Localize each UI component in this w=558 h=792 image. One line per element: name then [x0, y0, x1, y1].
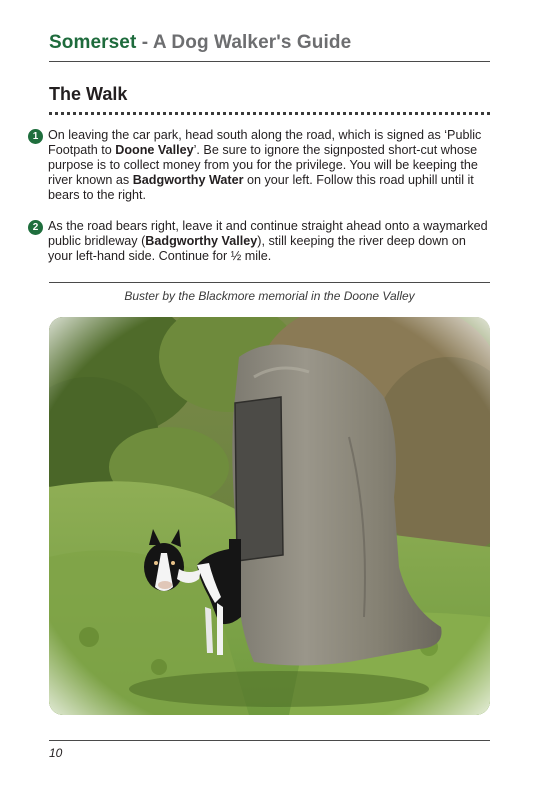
step-text-run: ’. Be sure to ignore the signposted short-cut whose purpose is to collect money from you for the privilege. You will be keeping the river known as: [48, 143, 478, 187]
header-rule: [49, 61, 490, 62]
page-number: 10: [49, 746, 63, 760]
place-name: Doone Valley: [115, 143, 194, 157]
step-text: [48, 219, 490, 264]
dotted-divider: [49, 112, 490, 115]
header-separator: -: [141, 32, 149, 53]
running-header: [49, 32, 490, 54]
step-text: [48, 128, 490, 203]
place-name: Badgworthy Valley: [145, 234, 258, 248]
walk-step-2: [28, 219, 492, 264]
footer-rule: [49, 740, 490, 741]
step-text-run: ), still keeping the river deep down on your left-hand side. Continue for ½ mile.: [48, 234, 466, 263]
step-number-badge: 2: [28, 220, 43, 235]
caption-rule: [49, 282, 490, 283]
header-county: Somerset: [49, 32, 137, 53]
walk-step-1: [28, 128, 492, 203]
section-title: The Walk: [49, 84, 128, 104]
step-text-run: On leaving the car park, head south along the road, which is signed as ‘Public Footpath to: [48, 128, 482, 157]
place-name: Badgworthy Water: [132, 173, 244, 187]
header-title: [49, 32, 490, 54]
step-text-run: on your left. Follow this road uphill until it bears to the right.: [48, 173, 474, 202]
step-text-run: As the road bears right, leave it and continue straight ahead onto a waymarked public bridleway (: [48, 219, 488, 248]
photo-caption: Buster by the Blackmore memorial in the Doone Valley: [124, 289, 415, 303]
header-subtitle: A Dog Walker's Guide: [152, 32, 352, 53]
photo-dog-by-memorial-stone: [49, 317, 490, 715]
step-number-badge: 1: [28, 129, 43, 144]
